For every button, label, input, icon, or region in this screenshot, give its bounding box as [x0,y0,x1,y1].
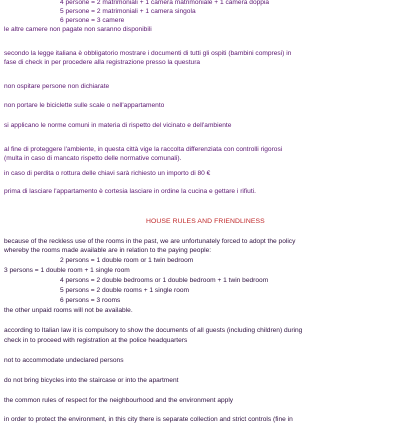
en-rules-respect: the common rules of respect for the neighbourhood and the environment apply [4,397,234,404]
it-room-option-6: 6 persone = 3 camere [60,17,125,24]
en-room-option-5: 5 persons = 2 double rooms + 1 single room [60,287,190,294]
it-env-line-2: (multa in caso di mancato rispetto delle normative comunali). [4,155,182,162]
en-policy-line-2: whereby the rooms made available are in relation to the paying people: [4,247,212,254]
en-no-guests: not to accommodate undeclared persons [4,357,124,364]
it-no-bicycles: non portare le biciclette sulle scale o nell'appartamento [4,102,165,109]
it-leaving: prima di lasciare l'appartamento è cortesia lasciare in ordine la cucina e gettare i rifiuti. [4,188,256,195]
en-law-line-1: according to Italian law it is compulsory to show the documents of all guests (including children) during [4,327,303,334]
en-room-option-4: 4 persons = 2 double bedrooms or 1 double bedroom + 1 twin bedroom [60,277,269,284]
it-law-line-2: fase di check in per procedere alla registrazione presso la questura [4,59,201,66]
en-room-option-3: 3 persons = 1 double room + 1 single room [4,267,130,274]
it-env-line-1: al fine di proteggere l'ambiente, in questa città vige la raccolta differenziata con controlli rigorosi [4,146,283,153]
section-heading: HOUSE RULES AND FRIENDLINESS [146,218,265,225]
it-no-guests: non ospitare persone non dichiarate [4,83,110,90]
en-room-option-2: 2 persons = 1 double room or 1 twin bedroom [60,257,194,264]
it-rules-respect: si applicano le norme comuni in materia di rispetto del vicinato e dell'ambiente [4,122,232,129]
en-unpaid-rooms: the other unpaid rooms will not be available. [4,307,133,314]
en-room-option-6: 6 persons = 3 rooms [60,297,121,304]
en-no-bicycles: do not bring bicycles into the staircase or into the apartment [4,377,179,384]
en-law-line-2: check in to proceed with registration at the police headquarters [4,337,188,344]
it-law-line-1: secondo la legge italiana è obbligatorio mostrare i documenti di tutti gli ospiti (bambini compresi) in [4,50,292,57]
en-policy-line-1: because of the reckless use of the rooms in the past, we are unfortunately forced to adopt the policy [4,238,296,245]
it-unpaid-rooms: le altre camere non pagate non saranno disponibili [4,26,152,33]
it-room-option-4: 4 persone = 2 matrimoniali + 1 camera matrimoniale + 1 camera doppia [60,0,270,6]
it-keys: in caso di perdita o rottura delle chiavi sarà richiesto un importo di 80 € [4,170,211,177]
it-room-option-5: 5 persone = 2 matrimoniali + 1 camera singola [60,8,196,15]
en-env-line-cut: in order to protect the environment, in this city there is separate collection and strict controls (fine in [4,416,293,423]
